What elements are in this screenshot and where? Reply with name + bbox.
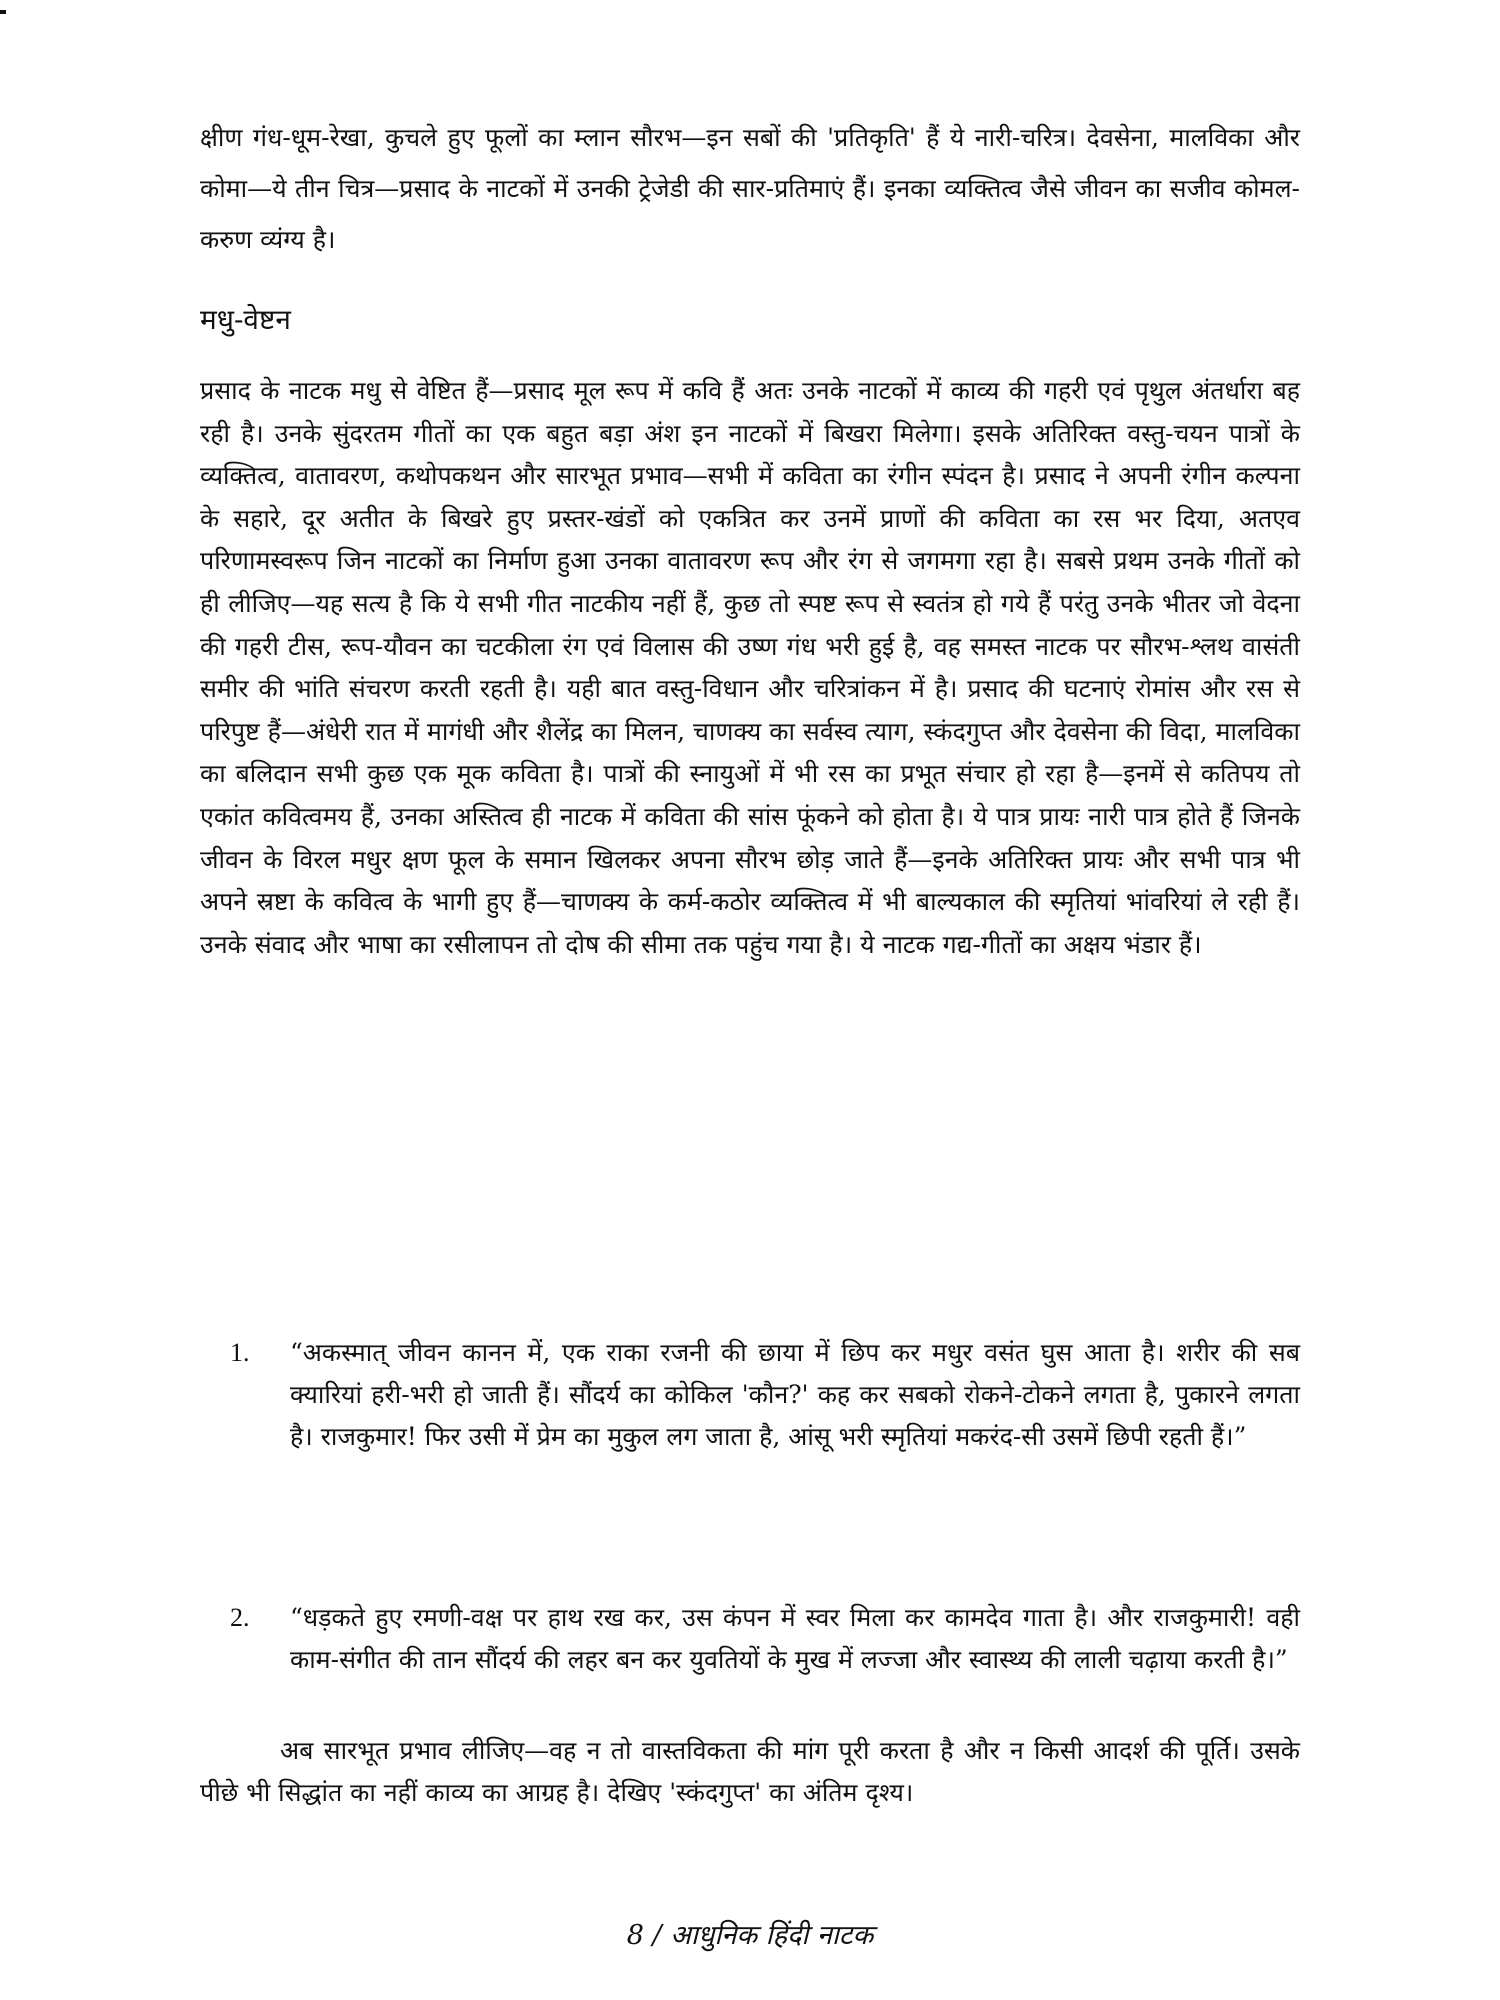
body-paragraph: प्रसाद के नाटक मधु से वेष्टित हैं—प्रसाद मूल रूप में कवि हैं अतः उनके नाटकों में काव्य की गहरी एवं पृथुल अंतर्धारा बह रही है। उनके सुंदरतम गीतों का एक बहुत बड़ा अंश इन नाटकों में बिखरा मिलेगा। इसके अतिरिक्त वस्तु-चयन पात्रों के व्यक्तित्व, वातावरण, कथोपकथन और सारभूत प्रभाव—सभी में कविता का रंगीन स्पंदन है। प्रसाद ने अपनी रंगीन कल्पना के सहारे, दूर अतीत के बिखरे हुए प्रस्तर-खंडों को एकत्रित कर उनमें प्राणों की कविता का रस भर दिया, अतएव परिणामस्वरूप जिन नाटकों का निर्माण हुआ उनका वातावरण रूप और रंग से जगमगा रहा है। सबसे प्रथम उनके गीतों को ही लीजिए—यह सत्य है कि ये सभी गीत नाटकीय नहीं हैं, कुछ तो स्पष्ट रूप से स्वतंत्र हो गये हैं परंतु उनके भीतर जो वेदना की गहरी टीस, रूप-यौवन का चटकीला रंग एवं विलास की उष्ण गंध भरी हुई है, वह समस्त नाटक पर सौरभ-श्लथ वासंती समीर की भांति संचरण करती रहती है। यही बात वस्तु-विधान और चरित्रांकन में है। प्रसाद की घटनाएं रोमांस और रस से परिपुष्ट हैं—अंधेरी रात में मागंधी और शैलेंद्र का मिलन, चाणक्य का सर्वस्व त्याग, स्कंदगुप्त और देवसेना की विदा, मालविका का बलिदान सभी कुछ एक मूक कविता है। पात्रों की स्नायुओं में भी रस का प्रभूत संचार हो रहा है—इनमें से कतिपय तो एकांत कवित्वमय हैं, उनका अस्तित्व ही नाटक में कविता की सांस फूंकने को होता है। ये पात्र प्रायः नारी पात्र होते हैं जिनके जीवन के विरल मधुर क्षण फूल के समान खिलकर अपना सौरभ छोड़ जाते हैं—इनके अतिरिक्त प्रायः और सभी पात्र भी अपने स्रष्टा के कवित्व के भागी हुए हैं—चाणक्य के कर्म-कठोर व्यक्तित्व में भी बाल्यकाल की स्मृतियां भांवरियां ले रही हैं। उनके संवाद और भाषा का रसीलापन तो दोष की सीमा तक पहुंच गया है। ये नाटक गद्य-गीतों का अक्षय भंडार हैं। (200, 376, 1300, 959)
quote-item-2 (230, 1597, 1300, 1681)
quote-number: 1. (230, 1338, 250, 1367)
quote-text: “धड़कते हुए रमणी-वक्ष पर हाथ रख कर, उस कंपन में स्वर मिला कर कामदेव गाता है। और राजकुमारी! वही काम-संगीत की तान सौंदर्य की लहर बन कर युवतियों के मुख में लज्जा और स्वास्थ्य की लाली चढ़ाया करती है।” (290, 1603, 1300, 1674)
page-footer: 8 / आधुनिक हिंदी नाटक (626, 1920, 874, 1951)
quote-item-1 (230, 1332, 1300, 1458)
quote-number: 2. (230, 1603, 250, 1632)
scan-corner-mark (0, 10, 6, 14)
section-heading: मधु-वेष्टन (200, 303, 291, 336)
intro-paragraph: क्षीण गंध-धूम-रेखा, कुचले हुए फूलों का म्लान सौरभ—इन सबों की 'प्रतिकृति' हैं ये नारी-चरित्र। देवसेना, मालविका और कोमा—ये तीन चित्र—प्रसाद के नाटकों में उनकी ट्रेजेडी की सार-प्रतिमाएं हैं। इनका व्यक्तित्व जैसे जीवन का सजीव कोमल-करुण व्यंग्य है। (200, 123, 1300, 254)
closing-paragraph: अब सारभूत प्रभाव लीजिए—वह न तो वास्तविकता की मांग पूरी करता है और न किसी आदर्श की पूर्ति। उसके पीछे भी सिद्धांत का नहीं काव्य का आग्रह है। देखिए 'स्कंदगुप्त' का अंतिम दृश्य। (200, 1736, 1300, 1807)
quote-text: “अकस्मात् जीवन कानन में, एक राका रजनी की छाया में छिप कर मधुर वसंत घुस आता है। शरीर की सब क्यारियां हरी-भरी हो जाती हैं। सौंदर्य का कोकिल 'कौन?' कह कर सबको रोकने-टोकने लगता है, पुकारने लगता है। राजकुमार! फिर उसी में प्रेम का मुकुल लग जाता है, आंसू भरी स्मृतियां मकरंद-सी उसमें छिपी रहती हैं।” (290, 1338, 1300, 1451)
